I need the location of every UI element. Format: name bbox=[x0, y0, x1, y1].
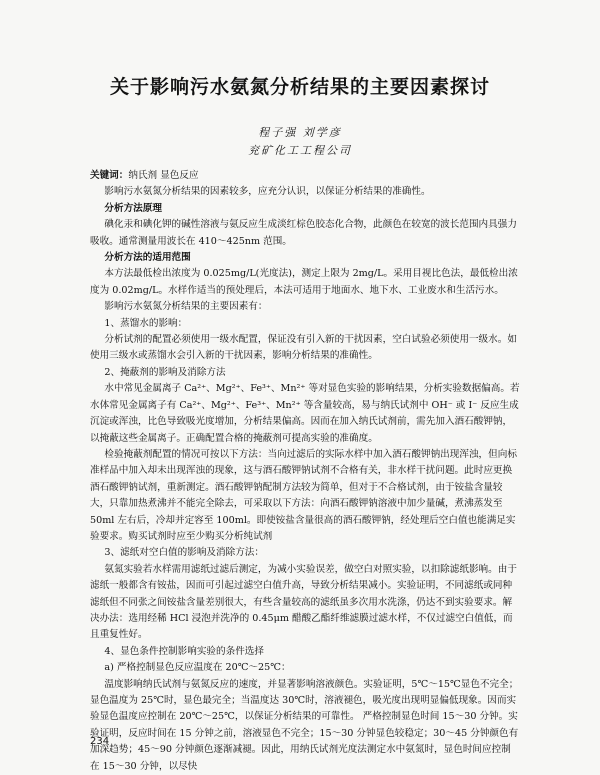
subheading: a) 严格控制显色反应温度在 20℃～25℃： bbox=[104, 662, 291, 674]
section-heading: 分析方法的适用范围 bbox=[104, 252, 191, 264]
affiliation: 兖矿化工工程公司 bbox=[248, 144, 352, 157]
paragraph: 检验掩蔽剂配置的情况可按以下方法：当向过滤后的实际水样中加入酒石酸钾钠出现浑浊，但向标准样品中加入却未出现浑浊的现象，这与酒石酸钾钠试剂不合格有关，非水样干扰问题。此时应更换酒石酸钾钠试剂，重新测定。酒石酸钾钠配制方法较为简单，但对于不合格试剂，由于铵盐含量较大，只靠加热煮沸并不能完全除去，可采取以下方法：向酒石酸钾钠溶液中加少量碱，煮沸蒸发至 50ml 左右后，冷却并定容至 100ml。即使铵盐含量很高的酒石酸钾钠，经处理后空白值也能满足实验要求。购买试剂时应至少购买分析纯试剂 bbox=[90, 448, 517, 542]
paragraph: 本方法最低检出浓度为 0.025mg/L(光度法)，测定上限为 2mg/L。采用目视比色法，最低检出浓度为 0.02mg/L。水样作适当的预处理后，本法可适用于地面水、地下水、工业废水和生活污水。 bbox=[90, 268, 518, 296]
keywords-line bbox=[90, 168, 520, 184]
subheading: 3、滤纸对空白值的影响及消除方法： bbox=[104, 547, 264, 559]
subheading: 1、蒸馏水的影响： bbox=[104, 317, 188, 329]
keywords-label: 关键词： bbox=[90, 170, 129, 181]
body-text bbox=[90, 168, 520, 775]
paragraph: 影响污水氨氮分析结果的因素较多，应充分认识，以保证分析结果的准确性。 bbox=[104, 186, 431, 198]
subheading: 2、掩蔽剂的影响及消除方法 bbox=[104, 366, 226, 378]
paragraph: 氨氮实验若水样需用滤纸过滤后测定，为减小实验误差，做空白对照实验，以扣除滤纸影响。由于滤纸一般都含有铵盐，因而可引起过滤空白值升高，导致分析结果减小。实验证明，不同滤纸或同种滤纸但不同张之间铵盐含量差别很大，有些含量较高的滤纸虽多次用水洗涤，仍达不到实验要求。解决办法：选用经稀 HCl 浸泡并洗净的 0.45μm 醋酸乙酯纤维滤膜过滤水样，不仅过滤空白值低，而且重复性好。 bbox=[90, 563, 517, 641]
subheading: 4、显色条件控制影响实验的条件选择 bbox=[104, 645, 264, 657]
paragraph: 影响污水氨氮分析结果的主要因素有： bbox=[104, 301, 268, 313]
paragraph: 温度影响纳氏试剂与氨氮反应的速度，并显著影响溶液颜色。实验证明，5℃～15℃显色不完全；显色温度为 25℃时，显色最完全；当温度达 30℃时，溶液褪色，吸光度出现明显偏低现象。因而实验显色温度应控制在 20℃～25℃，以保证分析结果的可靠性。 严格控制显色时间 15～30 分钟。实验证明，反应时间在 15 分钟之前，溶液显色不完全；15～30 分钟显色较稳定；30～45 分钟颜色有加深趋势；45～90 分钟颜色逐渐减褪。因此，用纳氏试剂光度法测定水中氨氮时，显色时间应控制在 15～30 分钟，以尽快 bbox=[90, 678, 519, 772]
paragraph: 碘化汞和碘化钾的碱性溶液与氨反应生成淡红棕色胶态化合物，此颜色在较宽的波长范围内具强力吸收。通常测量用波长在 410～425nm 范围。 bbox=[90, 219, 517, 247]
keywords-text: 纳氏剂 显色反应 bbox=[128, 170, 199, 181]
authors: 程子强 刘学彦 bbox=[258, 126, 342, 139]
paragraph: 分析试剂的配置必须使用一级水配置，保证没有引入新的干扰因素，空白试验必须使用一级水。如使用三级水或蒸馏水会引入新的干扰因素，影响分析结果的准确性。 bbox=[90, 334, 517, 362]
paragraph: 水中常见金属离子 Ca²⁺、Mg²⁺、Fe³⁺、Mn²⁺ 等对显色实验的影响结果，分析实验数据偏高。若水体常见金属离子有 Ca²⁺、Mg²⁺、Fe³⁺、Mn²⁺ 等含量较高，易与纳氏试剂中 OH⁻ 或 I⁻ 反应生成沉淀或浑浊，比色导致吸光度增加，分析结果偏高。因而在加入纳氏试剂前，需先加入酒石酸钾钠，以掩蔽这些金属离子。正确配置合格的掩蔽剂可提高实验的准确度。 bbox=[90, 383, 520, 444]
page-number: 234 bbox=[90, 736, 110, 747]
section-heading: 分析方法原理 bbox=[104, 202, 162, 214]
paper-title: 关于影响污水氨氮分析结果的主要因素探讨 bbox=[109, 76, 490, 98]
